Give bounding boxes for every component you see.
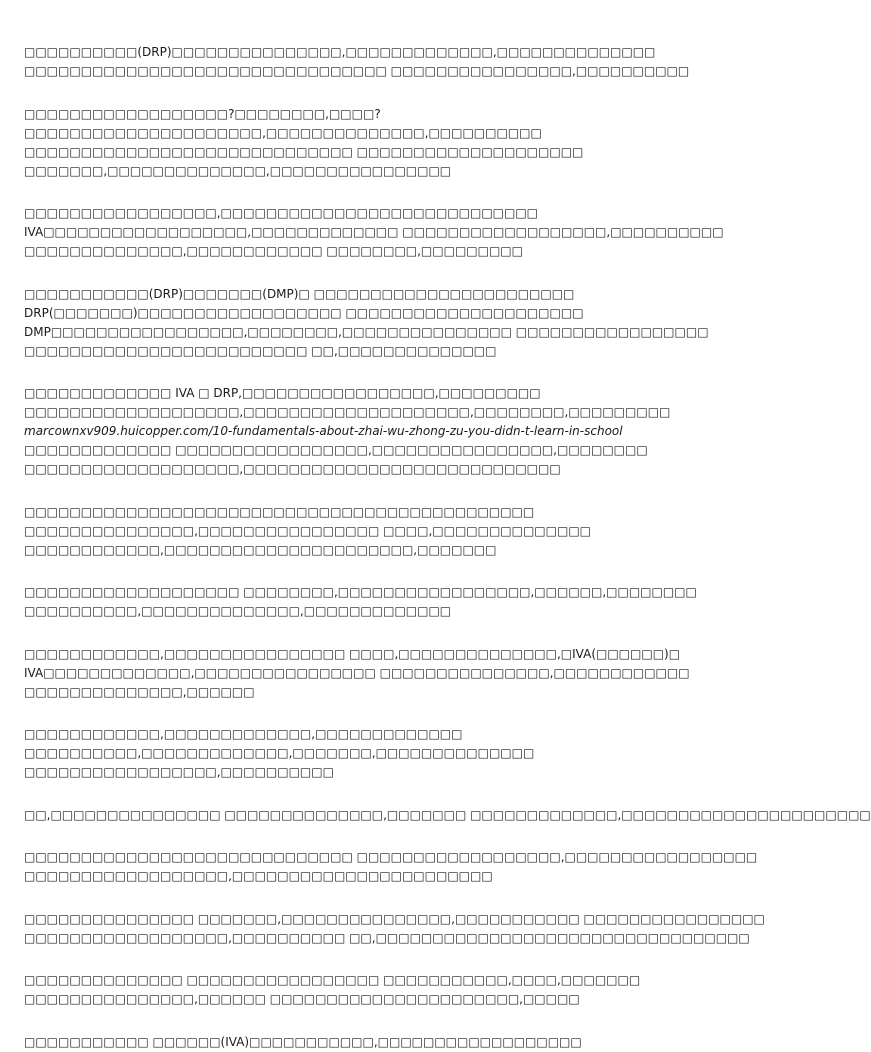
text-line: □□□□□□□□□□□□,□□□□□□□□□□□□□□□□□□□□□□,□□□□□□□ xyxy=(24,542,497,557)
text-line: □□□□□□□□□□,□□□□□□□□□□□□□,□□□□□□□,□□□□□□□□□□□□□□ xyxy=(24,746,535,760)
text-line: □□□□□□□□□□□□□□□,□□□□□□□□□□□□□□□□ □□□□,□□□□□□□□□□□□□□ xyxy=(24,523,591,538)
text-line: □□□□□□□□□□□□,□□□□□□□□□□□□□□□□ □□□□,□□□□□□□□□□□□□□,□IVA(□□□□□□)□ xyxy=(24,646,681,661)
text-line: □□□□□□□□□□(DRP)□□□□□□□□□□□□□□□,□□□□□□□□□□□□□,□□□□□□□□□□□□□□ xyxy=(24,45,656,59)
text-line: □□□□□□□□□□□□□□□□□,□□□□□□□□□□□□□□□□□□□□□□□□□□□□ xyxy=(24,206,539,220)
text-line: □□□□□□□□□□□□□ IVA □ DRP,□□□□□□□□□□□□□□□□□,□□□□□□□□□ xyxy=(24,386,541,400)
text-line: IVA□□□□□□□□□□□□□,□□□□□□□□□□□□□□□□ □□□□□□□□□□□□□□□,□□□□□□□□□□□□ xyxy=(24,665,690,680)
paragraph-6 xyxy=(24,503,700,560)
text-line: □□□□□□□□□□□□□□□□□□,□□□□□□□□□□□□□□□□□□□□□□□ xyxy=(24,869,493,883)
text-line: DRP(□□□□□□□)□□□□□□□□□□□□□□□□□□ □□□□□□□□□□□□□□□□□□□□□ xyxy=(24,305,584,320)
text-line: □□□□□□□□□□□□□□ □□□□□□□□□□□□□□□□□ □□□□□□□□□□□,□□□□,□□□□□□□ xyxy=(24,973,641,987)
text-line: □□□□□□□□□□□□□□□□□□,□□□□□□□□□□ □□,□□□□□□□□□□□□□□□□□□□□□□□□□□□□□□□□□ xyxy=(24,930,750,945)
inline-url-text[interactable]: marcownxv909.huicopper.com/10-fundamentals-about-zhai-wu-zhong-zu-you-didn-t-learn-in-school xyxy=(24,424,623,438)
text-line: □□□□□□□□□□□□□□□□□□?□□□□□□□□,□□□□? xyxy=(24,106,381,121)
text-line: □□□□□□□□□□□ □□□□□□(IVA)□□□□□□□□□□□,□□□□□□□□□□□□□□□□□□ xyxy=(24,1034,582,1049)
paragraph-1 xyxy=(24,43,700,81)
paragraph-9 xyxy=(24,725,700,782)
text-line: □□□□□□□□□□□□□□□□□□□□□□□□□□□□□ □□□□□□□□□□□□□□□□□□□□ xyxy=(24,144,584,159)
text-line: □□□□□□□□□□□□□□,□□□□□□□□□□□□ □□□□□□□□,□□□□□□□□□ xyxy=(24,244,523,258)
text-line: □□□□□□□□□□□□□□□□□□□□□□□□□□□□□ □□□□□□□□□□□□□□□□□□,□□□□□□□□□□□□□□□□□ xyxy=(24,850,758,864)
paragraph-14 xyxy=(24,1033,700,1052)
paragraph-2 xyxy=(24,105,700,181)
text-line: □□□□□□□□□□□□□□□,□□□□□□ □□□□□□□□□□□□□□□□□□□□□□,□□□□□ xyxy=(24,992,580,1006)
text-line: □□□□□□□□□□□□□ □□□□□□□□□□□□□□□□□,□□□□□□□□□□□□□□□□,□□□□□□□□ xyxy=(24,443,648,457)
text-line: □□,□□□□□□□□□□□□□□□ □□□□□□□□□□□□□□,□□□□□□□ □□□□□□□□□□□□□,□□□□□□□□□□□□□□□□□□□□□□ xyxy=(24,807,871,822)
text-line: □□□□□□□□□□,□□□□□□□□□□□□□□,□□□□□□□□□□□□□ xyxy=(24,604,452,618)
text-line: □□□□□□□□□□□□□□□□□,□□□□□□□□□□ xyxy=(24,765,334,779)
text-line: IVA□□□□□□□□□□□□□□□□□□,□□□□□□□□□□□□□ □□□□□□□□□□□□□□□□□□,□□□□□□□□□□ xyxy=(24,225,724,239)
paragraph-4 xyxy=(24,285,709,361)
paragraph-10 xyxy=(24,806,871,825)
text-line: □□□□□□□□□□□□□□□□□□□,□□□□□□□□□□□□□□□□□□□□□□□□□□□□ xyxy=(24,462,561,476)
text-line: □□□□□□□□□□□□□□□□□□□□□□□□□□□□□□□□□□□□□□□□□□□□□ xyxy=(24,504,535,519)
text-line: □□□□□□□□□□□□□□□□□□□,□□□□□□□□□□□□□□□□□□□□,□□□□□□□□,□□□□□□□□□ xyxy=(24,405,671,419)
paragraph-3 xyxy=(24,204,724,261)
text-line: DMP□□□□□□□□□□□□□□□□□,□□□□□□□□,□□□□□□□□□□□□□□□ □□□□□□□□□□□□□□□□□ xyxy=(24,324,709,339)
text-line: □□□□□□□□□□□□,□□□□□□□□□□□□□,□□□□□□□□□□□□□ xyxy=(24,727,463,741)
text-line: □□□□□□□□□□□□□□□ □□□□□□□,□□□□□□□□□□□□□□□,□□□□□□□□□□□ □□□□□□□□□□□□□□□□ xyxy=(24,911,765,926)
text-line: □□□□□□□□□□□□□□□□□□□□□,□□□□□□□□□□□□□□,□□□□□□□□□□ xyxy=(24,125,542,140)
text-line: □□□□□□□□□□□□□□,□□□□□□ xyxy=(24,684,255,699)
text-line: □□□□□□□,□□□□□□□□□□□□□□,□□□□□□□□□□□□□□□□ xyxy=(24,163,452,178)
paragraph-8 xyxy=(24,645,700,702)
paragraph-5 xyxy=(24,384,700,479)
paragraph-11 xyxy=(24,848,758,886)
paragraph-13 xyxy=(24,971,700,1009)
paragraph-12 xyxy=(24,910,765,948)
text-line: □□□□□□□□□□□□□□□□□□□□□□□□□□□□□□□□ □□□□□□□□□□□□□□□□,□□□□□□□□□□ xyxy=(24,64,690,78)
text-line: □□□□□□□□□□□□□□□□□□□ □□□□□□□□,□□□□□□□□□□□□□□□□□,□□□□□□,□□□□□□□□ xyxy=(24,585,697,599)
text-line: □□□□□□□□□□□(DRP)□□□□□□□(DMP)□ □□□□□□□□□□□□□□□□□□□□□□□ xyxy=(24,286,575,301)
text-line: □□□□□□□□□□□□□□□□□□□□□□□□□ □□,□□□□□□□□□□□□□□ xyxy=(24,343,497,358)
paragraph-7 xyxy=(24,583,700,621)
